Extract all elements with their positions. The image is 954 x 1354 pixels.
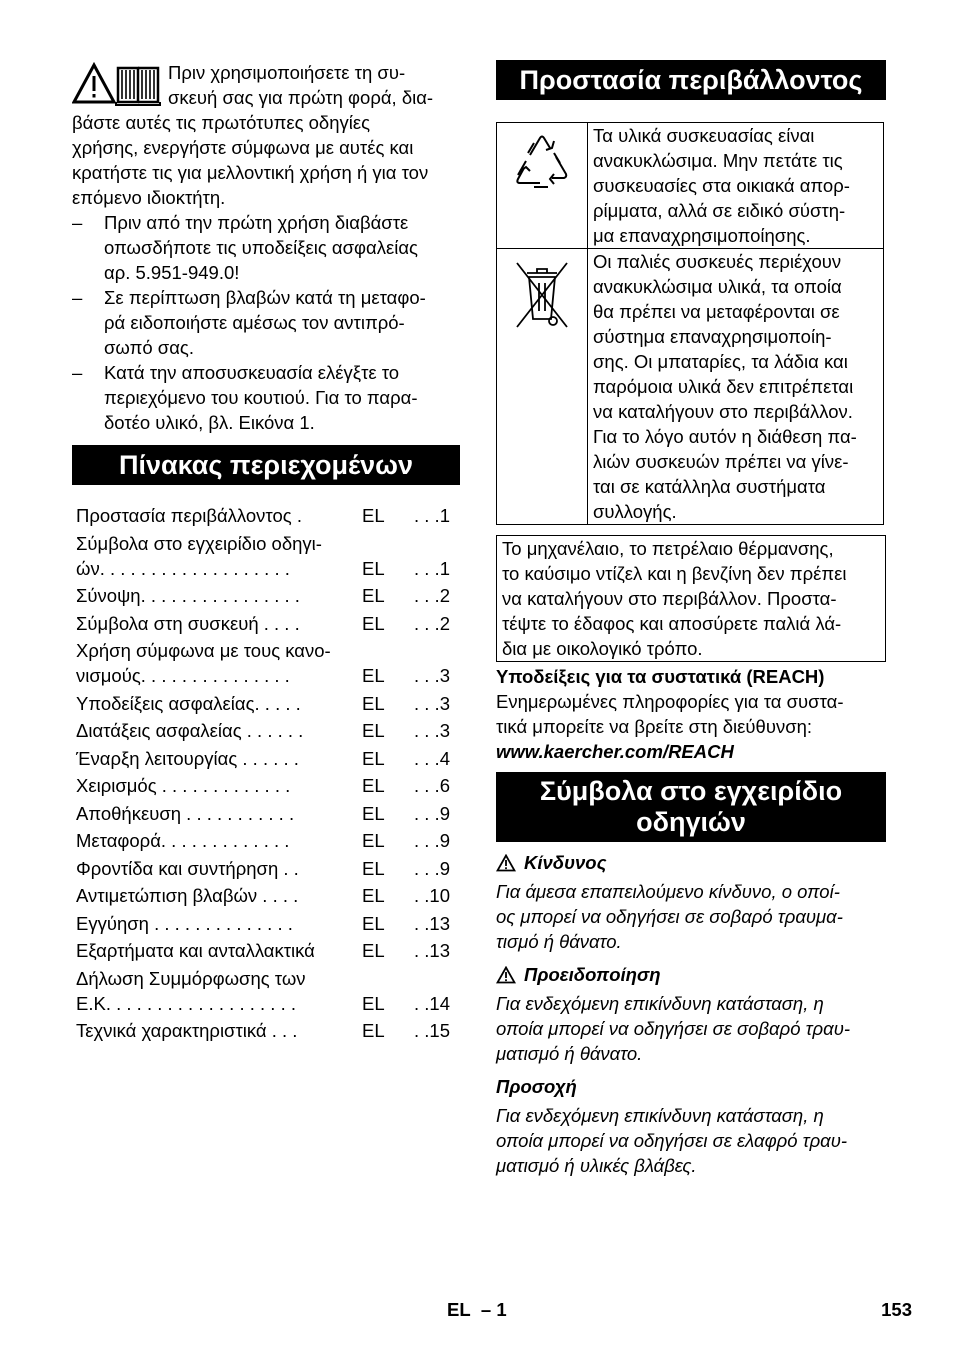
toc-entry-lang: EL xyxy=(362,1020,385,1041)
toc-entry xyxy=(76,638,460,688)
caution-signal xyxy=(496,1074,886,1178)
danger-title: Κίνδυνος xyxy=(524,852,607,873)
recycle-icon-cell xyxy=(497,123,588,249)
toc-entry-page: . .10 xyxy=(414,885,450,906)
toc-entry-title: Διατάξεις ασφαλείας . . . . . . xyxy=(76,720,304,741)
environment-heading: Προστασία περιβάλλοντος xyxy=(496,60,886,100)
footer-section-code: EL – 1 xyxy=(447,1299,507,1320)
warning-triangle-icon xyxy=(496,966,516,984)
toc-entry-page: . .15 xyxy=(414,1020,450,1041)
oil-notice-box: Το μηχανέλαιο, το πετρέλαιο θέρμανσης, το καύσιμο ντίζελ και η βενζίνη δεν πρέπει να καταλήγουν στο περιβάλλον. Προστα- τέψτε το έδαφος και αποσύρετε παλιά λά- δια με οικολογικό τρόπο. xyxy=(496,535,886,662)
toc-entry xyxy=(76,883,460,908)
list-item: – Κατά την αποσυσκευασία ελέγξτε το περιεχόμενο του κουτιού. Για το παρα- δοτέο υλικό, βλ. Εικόνα 1. xyxy=(72,362,418,433)
toc-entry-lang: EL xyxy=(362,830,385,851)
toc-entry xyxy=(76,773,460,798)
toc-entry xyxy=(76,911,460,936)
toc-entry-title: Σύμβολα στη συσκευή . . . . xyxy=(76,612,300,634)
intro-text: Πριν χρησιμοποιήσετε τη συ- σκευή σας για πρώτη φορά, δια- βάστε αυτές τις πρωτότυπες οδηγίες χρήσης, ενεργήστε σύμφωνα με αυτές και κρατήστε τις για μελλοντική χρήση ή για τον επόμενο ιδιοκτήτη. xyxy=(72,62,434,208)
caution-text: Για ενδεχόμενη επικίνδυνη κατάσταση, η οποία μπορεί να οδηγήσει σε ελαφρό τραυ- ματισμό ή υλικές βλάβες. xyxy=(496,1105,848,1176)
toc-entry-page: . . .9 xyxy=(414,830,450,851)
toc-entry-page: . . .4 xyxy=(414,747,450,769)
toc-entry-lang: EL xyxy=(362,557,385,579)
toc-entry xyxy=(76,531,460,581)
recycle-icon xyxy=(504,131,580,197)
toc-entry xyxy=(76,966,460,1016)
toc-entry-page: . .13 xyxy=(414,940,450,961)
toc-entry-lang: EL xyxy=(362,612,385,634)
toc-entry-page: . . .6 xyxy=(414,775,450,796)
toc-entry xyxy=(76,938,460,963)
intro-bullets xyxy=(72,210,460,435)
toc-entry-lang: EL xyxy=(362,857,385,879)
toc-entry-lang: EL xyxy=(362,505,385,526)
reach-url: www.kaercher.com/REACH xyxy=(496,741,734,762)
toc-entry-title: Έναρξη λειτουργίας . . . . . . xyxy=(76,747,299,769)
toc-entry-lang: EL xyxy=(362,940,385,961)
toc-entry-page: . . .1 xyxy=(414,505,450,526)
warning-title: Προειδοποίηση xyxy=(524,964,661,985)
toc-heading: Πίνακας περιεχομένων xyxy=(72,445,460,485)
right-column xyxy=(496,60,886,1178)
crossed-out-bin-icon xyxy=(511,257,573,333)
warning-text: Για ενδεχόμενη επικίνδυνη κατάσταση, η οποία μπορεί να οδηγήσει σε σοβαρό τραυ- ματισμό ή θάνατο. xyxy=(496,993,851,1064)
packaging-text: Τα υλικά συσκευασίας είναι ανακυκλώσιμα. Μην πετάτε τις συσκευασίες στα οικιακά απορ- ρίμματα, αλλά σε ειδικό σύστη- μα επαναχρησιμοποίησης. xyxy=(588,123,884,249)
old-devices-text: Οι παλιές συσκευές περιέχουν ανακυκλώσιμα υλικά, τα οποία θα πρέπει να μεταφέρονται σε σύστημα επαναχρησιμοποίη- σης. Οι μπαταρίες, τα λάδια και παρόμοια υλικά δεν επιτρέπεται να καταλήγουν στο περιβάλλον. Για το λόγο αυτόν η διάθεση πα- λιών συσκευών πρέπει να γίνε- ται σε κατάλληλα συστήματα συλλογής. xyxy=(588,249,884,525)
toc-entry-title: Μεταφορά. . . . . . . . . . . . . xyxy=(76,830,290,851)
manual-book-icon xyxy=(116,68,160,105)
footer-page-number: 153 xyxy=(881,1299,912,1320)
toc-entry-lang: EL xyxy=(362,912,385,934)
toc-entry-page: . . .9 xyxy=(414,802,450,824)
environment-table xyxy=(496,122,884,525)
intro-icons xyxy=(72,62,162,106)
toc-entry-page: . . .3 xyxy=(414,665,450,686)
table-of-contents xyxy=(72,503,460,1043)
symbols-heading: Σύμβολα στο εγχειρίδιο οδηγιών xyxy=(496,772,886,842)
toc-entry-page: . . .3 xyxy=(414,720,450,741)
toc-entry-title: Χρήση σύμφωνα με τους κανο- νισμούς. . . . . . . . . . . . . . . xyxy=(76,640,331,686)
danger-text: Για άμεσα επαπειλούμενο κίνδυνο, ο οποί- ος μπορεί να οδηγήσει σε σοβαρό τραυμα- τισμό ή θάνατο. xyxy=(496,881,843,952)
toc-entry-title: Σύνοψη. . . . . . . . . . . . . . . . xyxy=(76,585,300,606)
toc-entry-page: . . .2 xyxy=(414,585,450,606)
warning-triangle-icon xyxy=(496,854,516,872)
toc-entry-title: Αντιμετώπιση βλαβών . . . . xyxy=(76,885,299,906)
danger-signal xyxy=(496,850,886,954)
toc-entry-title: Υποδείξεις ασφαλείας. . . . . xyxy=(76,692,301,714)
toc-entry-title: Προστασία περιβάλλοντος . xyxy=(76,505,302,526)
toc-entry-title: Χειρισμός . . . . . . . . . . . . . xyxy=(76,775,291,796)
toc-entry xyxy=(76,611,460,636)
toc-entry xyxy=(76,746,460,771)
toc-entry-lang: EL xyxy=(362,747,385,769)
toc-entry-lang: EL xyxy=(362,692,385,714)
toc-entry xyxy=(76,503,460,528)
list-item: – Πριν από την πρώτη χρήση διαβάστε οπωσδήποτε τις υποδείξεις ασφαλείας αρ. 5.951-949.0! xyxy=(72,212,418,283)
table-row xyxy=(497,123,884,249)
toc-entry xyxy=(76,801,460,826)
toc-entry-page: . .13 xyxy=(414,912,450,934)
reach-text: Ενημερωμένες πληροφορίες για τα συστα- τικά μπορείτε να βρείτε στη διεύθυνση: xyxy=(496,691,844,737)
bin-icon-cell xyxy=(497,249,588,525)
toc-entry-page: . .14 xyxy=(414,992,450,1014)
toc-entry-title: Τεχνικά χαρακτηριστικά . . . xyxy=(76,1020,298,1041)
intro-section xyxy=(72,60,460,435)
toc-entry-lang: EL xyxy=(362,992,385,1014)
toc-entry-page: . . .2 xyxy=(414,612,450,634)
toc-entry-lang: EL xyxy=(362,885,385,906)
toc-entry-lang: EL xyxy=(362,802,385,824)
warning-signal xyxy=(496,962,886,1066)
toc-entry-title: Εγγύηση . . . . . . . . . . . . . . xyxy=(76,912,293,934)
toc-entry-page: . . .1 xyxy=(414,557,450,579)
left-column xyxy=(72,60,460,1046)
reach-title: Υποδείξεις για τα συστατικά (REACH) xyxy=(496,666,825,687)
toc-entry-title: Αποθήκευση . . . . . . . . . . . xyxy=(76,802,295,824)
toc-entry-lang: EL xyxy=(362,585,385,606)
table-row xyxy=(497,249,884,525)
toc-entry-title: Σύμβολα στο εγχειρίδιο οδηγι- ών. . . . . . . . . . . . . . . . . . . xyxy=(76,532,322,579)
warning-triangle-icon xyxy=(74,65,114,102)
toc-entry-lang: EL xyxy=(362,720,385,741)
toc-entry-page: . . .9 xyxy=(414,857,450,879)
caution-title: Προσοχή xyxy=(496,1076,577,1097)
toc-entry xyxy=(76,583,460,608)
toc-entry-lang: EL xyxy=(362,775,385,796)
toc-entry xyxy=(76,828,460,853)
toc-entry xyxy=(76,1018,460,1043)
toc-entry-lang: EL xyxy=(362,665,385,686)
toc-entry-title: Δήλωση Συμμόρφωσης των Ε.Κ. . . . . . . . . . . . . . . . . . . xyxy=(76,967,306,1014)
list-item: – Σε περίπτωση βλαβών κατά τη μεταφο- ρά ειδοποιήστε αμέσως τον αντιπρό- σωπό σας. xyxy=(72,287,426,358)
toc-entry xyxy=(76,691,460,716)
toc-entry xyxy=(76,718,460,743)
toc-entry-title: Φροντίδα και συντήρηση . . xyxy=(76,857,299,879)
toc-entry xyxy=(76,856,460,881)
toc-entry-title: Εξαρτήματα και ανταλλακτικά xyxy=(76,940,315,961)
toc-entry-page: . . .3 xyxy=(414,692,450,714)
